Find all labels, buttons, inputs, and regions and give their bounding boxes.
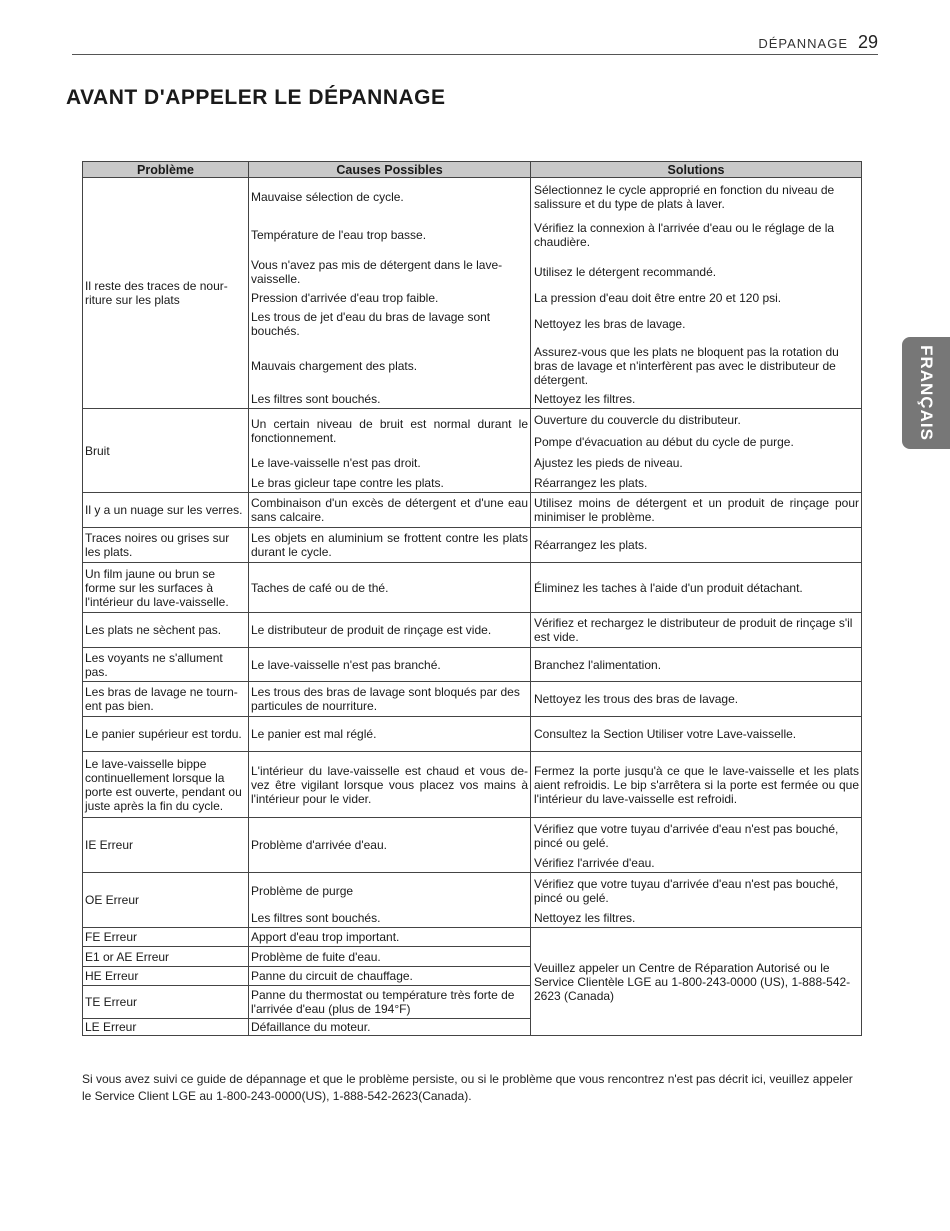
table-row [83,648,862,682]
problem-cell: IE Erreur [83,818,249,873]
cause-item: Mauvais chargement des plats. [251,359,418,373]
solution-item: Ouverture du couvercle du distributeur. [534,413,741,427]
footer-note: Si vous avez suivi ce guide de dépannage et que le problème persiste, ou si le problème que vous rencontrez n'est pas décrit ici, veuillez appeler le Service Client LGE au 1-800-243-0000(US), 1-888-542-2623(Canada). [82,1072,853,1103]
solution-item: Réarrangez les plats. [534,475,648,490]
cause-cell: Le distributeur de produit de rinçage est vide. [249,613,531,648]
problem-cell [83,409,249,493]
problem-cell: TE Erreur [83,986,249,1019]
problem-text: Il reste des traces de nour-riture sur les plats [85,279,228,307]
solution-cell: Éliminez les taches à l'aide d'un produit détachant. [531,563,862,613]
solutions-cell [531,409,862,493]
solution-cell: Nettoyez les trous des bras de lavage. [531,682,862,717]
solution-item: Vérifiez l'arrivée d'eau. [534,856,655,870]
cause-item: Problème de purge [251,884,354,898]
table-row [83,682,862,717]
cause-cell: Apport d'eau trop important. [249,928,531,947]
cause-cell: Problème de fuite d'eau. [249,947,531,967]
table-row [83,818,862,873]
page-header [72,30,878,55]
cause-cell: Le panier est mal réglé. [249,717,531,752]
cause-item: Mauvaise sélection de cycle. [251,190,404,204]
table-row [83,409,862,493]
cause-cell: Défaillance du moteur. [249,1019,531,1036]
language-tab-label: FRANÇAIS [917,345,936,441]
problem-text: Bruit [85,443,110,458]
solution-item: Assurez-vous que les plats ne bloquent pas la rotation du bras de lavage et n'interfèrent pas avec le distributeur de détergent. [534,345,839,387]
problem-cell: Les voyants ne s'allument pas. [83,648,249,682]
solution-item: Pompe d'évacuation au début du cycle de purge. [534,435,794,449]
problem-cell: Le panier supérieur est tordu. [83,717,249,752]
solution-item: Sélectionnez le cycle approprié en fonction du niveau de salissure et du type de plats à laver. [534,183,835,211]
column-header-problem: Problème [83,162,249,178]
solution-item: Vérifiez que votre tuyau d'arrivée d'eau n'est pas bouché, pincé ou gelé. [534,877,839,905]
problem-cell: Le lave-vaisselle bippe continuellement lorsque la porte est ouverte, pendant ou juste après la fin du cycle. [83,752,249,818]
table-row [83,178,862,409]
solution-item: Utilisez le détergent recommandé. [534,264,717,279]
problem-cell: OE Erreur [83,873,249,928]
cause-cell: Problème d'arrivée d'eau. [249,818,531,873]
cause-cell: Les objets en aluminium se frottent contre les plats durant le cycle. [249,528,531,563]
cause-cell: Panne du thermostat ou température très forte de l'arrivée d'eau (plus de 194°F) [249,986,531,1019]
table-row [83,928,862,947]
solutions-cell [531,178,862,409]
cause-item: Un certain niveau de bruit est normal durant le fonctionnement. [251,417,528,445]
table-row [83,563,862,613]
cause-cell: Panne du circuit de chauffage. [249,967,531,986]
service-solution-cell: Veuillez appeler un Centre de Réparation Autorisé ou le Service Clientèle LGE au 1-800-243-0000 (US), 1-888-542-2623 (Canada) [531,928,862,1036]
table-row [83,528,862,563]
cause-item: Les filtres sont bouchés. [251,392,381,406]
cause-item: Pression d'arrivée d'eau trop faible. [251,290,439,305]
table-row [83,717,862,752]
solution-item: Vérifiez la connexion à l'arrivée d'eau ou le réglage de la chaudière. [534,221,835,249]
solution-item: Nettoyez les filtres. [534,911,636,925]
troubleshooting-table [82,161,862,1036]
page-title: AVANT D'APPELER LE DÉPANNAGE [66,86,446,109]
solution-item: Ajustez les pieds de niveau. [534,456,683,470]
problem-cell: Il y a un nuage sur les verres. [83,493,249,528]
solution-cell: Réarrangez les plats. [531,528,862,563]
cause-cell: Taches de café ou de thé. [249,563,531,613]
language-tab [902,337,950,449]
problem-cell: FE Erreur [83,928,249,947]
problem-cell: Les bras de lavage ne tourn-ent pas bien. [83,682,249,717]
problem-cell: Les plats ne sèchent pas. [83,613,249,648]
cause-item: Le bras gicleur tape contre les plats. [251,475,444,490]
cause-cell: Les trous des bras de lavage sont bloqués par des particules de nourriture. [249,682,531,717]
cause-cell: L'intérieur du lave-vaisselle est chaud et vous de-vez être vigilant lorsque vous placez vos mains à l'intérieur pour le vider. [249,752,531,818]
section-name: DÉPANNAGE [758,36,848,51]
solution-item: Vérifiez que votre tuyau d'arrivée d'eau n'est pas bouché, pincé ou gelé. [534,822,839,850]
table-row [83,613,862,648]
cause-item: Les trous de jet d'eau du bras de lavage sont bouchés. [251,310,491,338]
solution-item: Nettoyez les filtres. [534,392,636,406]
cause-item: Les filtres sont bouchés. [251,911,381,925]
solution-cell: Fermez la porte jusqu'à ce que le lave-vaisselle et les plats aient refroidis. Le bip s'arrêtera si la porte est fermée ou que l'intérieur du lave-vaisselle est refroidi. [531,752,862,818]
solutions-cell [531,873,862,928]
solution-cell: Utilisez moins de détergent et un produit de rinçage pour minimiser le problème. [531,493,862,528]
causes-cell [249,873,531,928]
problem-cell [83,178,249,409]
table-row [83,873,862,928]
solution-item: La pression d'eau doit être entre 20 et 120 psi. [534,290,782,305]
column-header-causes: Causes Possibles [249,162,531,178]
table-row [83,493,862,528]
problem-cell: Traces noires ou grises sur les plats. [83,528,249,563]
causes-cell [249,409,531,493]
cause-item: Température de l'eau trop basse. [251,228,427,242]
problem-cell: Un film jaune ou brun se forme sur les surfaces à l'intérieur du lave-vaisselle. [83,563,249,613]
table-row [83,752,862,818]
page-number: 29 [857,32,878,52]
cause-cell: Le lave-vaisselle n'est pas branché. [249,648,531,682]
problem-cell: LE Erreur [83,1019,249,1036]
solution-cell: Consultez la Section Utiliser votre Lave-vaisselle. [531,717,862,752]
problem-cell: E1 or AE Erreur [83,947,249,967]
solutions-cell [531,818,862,873]
table-header-row [83,162,862,178]
problem-cell: HE Erreur [83,967,249,986]
solution-cell: Branchez l'alimentation. [531,648,862,682]
solution-item: Nettoyez les bras de lavage. [534,317,686,331]
cause-cell: Combinaison d'un excès de détergent et d'une eau sans calcaire. [249,493,531,528]
cause-item: Vous n'avez pas mis de détergent dans le lave-vaisselle. [251,257,503,286]
solution-cell: Vérifiez et rechargez le distributeur de produit de rinçage s'il est vide. [531,613,862,648]
causes-cell [249,178,531,409]
cause-item: Le lave-vaisselle n'est pas droit. [251,456,421,470]
column-header-solutions: Solutions [531,162,862,178]
